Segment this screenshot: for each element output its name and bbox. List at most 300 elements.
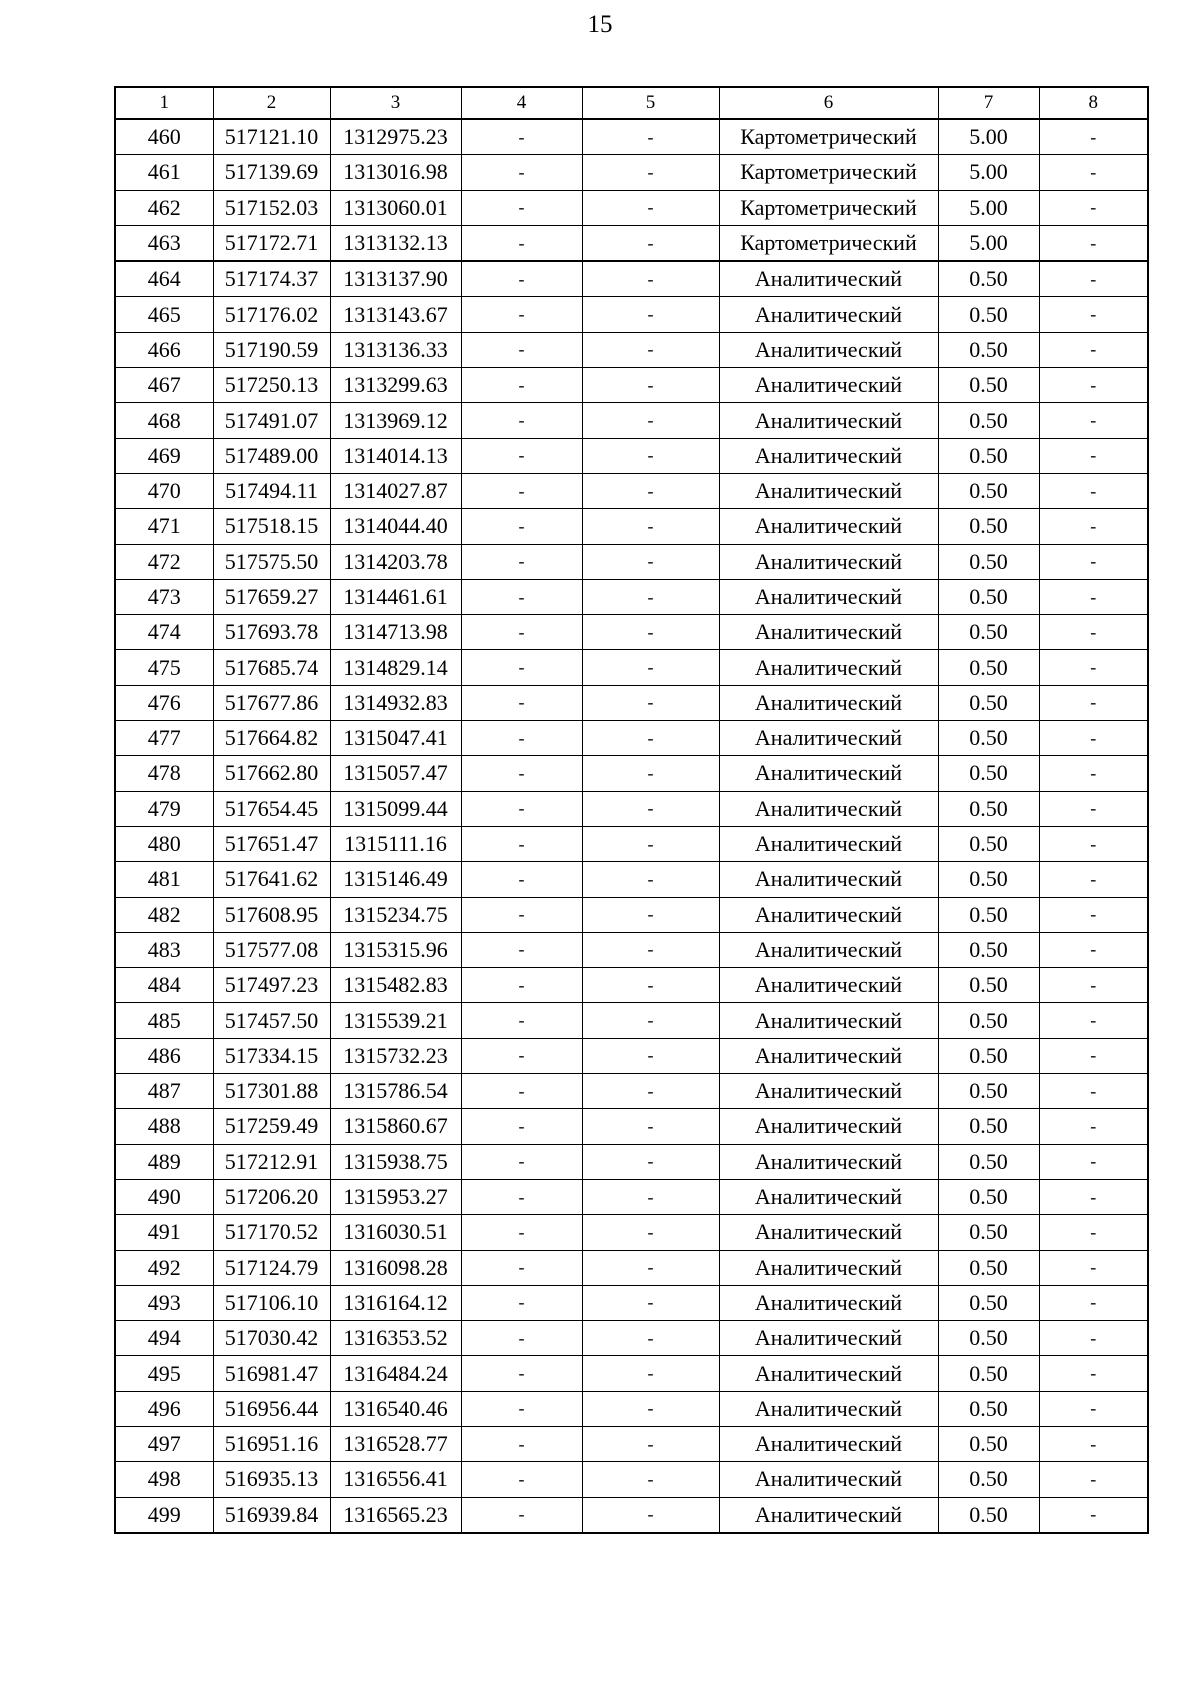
table-cell-col-1: 496	[115, 1391, 213, 1426]
table-cell-col-1: 464	[115, 261, 213, 297]
table-cell-col-3: 1313137.90	[330, 261, 461, 297]
table-cell-col-4: -	[461, 1356, 582, 1391]
table-cell-col-5: -	[582, 721, 719, 756]
table-cell-col-6: Аналитический	[719, 1144, 938, 1179]
table-cell-col-2: 517250.13	[213, 368, 330, 403]
table-cell-col-2: 517494.11	[213, 473, 330, 508]
table-cell-col-3: 1316556.41	[330, 1462, 461, 1497]
table-cell-col-4: -	[461, 1109, 582, 1144]
table-row	[115, 473, 1148, 508]
table-cell-col-4: -	[461, 403, 582, 438]
table-cell-col-6: Аналитический	[719, 1426, 938, 1461]
table-cell-col-3: 1314932.83	[330, 685, 461, 720]
table-cell-col-1: 468	[115, 403, 213, 438]
table-cell-col-5: -	[582, 1074, 719, 1109]
table-cell-col-8: -	[1039, 1321, 1148, 1356]
table-cell-col-5: -	[582, 1356, 719, 1391]
table-cell-col-2: 516935.13	[213, 1462, 330, 1497]
table-cell-col-6: Аналитический	[719, 1391, 938, 1426]
table-cell-col-7: 0.50	[938, 862, 1039, 897]
table-cell-col-7: 5.00	[938, 155, 1039, 190]
table-cell-col-2: 517659.27	[213, 579, 330, 614]
table-cell-col-7: 0.50	[938, 1356, 1039, 1391]
table-cell-col-5: -	[582, 650, 719, 685]
table-cell-col-7: 0.50	[938, 1074, 1039, 1109]
table-cell-col-6: Аналитический	[719, 261, 938, 297]
table-cell-col-8: -	[1039, 332, 1148, 367]
table-cell-col-5: -	[582, 1109, 719, 1144]
table-cell-col-3: 1316353.52	[330, 1321, 461, 1356]
table-cell-col-3: 1315786.54	[330, 1074, 461, 1109]
table-cell-col-7: 0.50	[938, 1391, 1039, 1426]
table-row	[115, 1074, 1148, 1109]
table-cell-col-8: -	[1039, 579, 1148, 614]
table-cell-col-4: -	[461, 791, 582, 826]
table-cell-col-2: 517176.02	[213, 297, 330, 332]
table-cell-col-4: -	[461, 615, 582, 650]
table-cell-col-5: -	[582, 473, 719, 508]
table-cell-col-7: 5.00	[938, 190, 1039, 225]
column-header-1: 1	[115, 87, 213, 119]
table-cell-col-7: 0.50	[938, 261, 1039, 297]
table-cell-col-8: -	[1039, 862, 1148, 897]
table-cell-col-3: 1314027.87	[330, 473, 461, 508]
table-cell-col-6: Аналитический	[719, 685, 938, 720]
table-cell-col-6: Аналитический	[719, 1321, 938, 1356]
table-cell-col-4: -	[461, 1038, 582, 1073]
table-cell-col-5: -	[582, 332, 719, 367]
table-cell-col-5: -	[582, 1038, 719, 1073]
table-cell-col-5: -	[582, 190, 719, 225]
table-cell-col-5: -	[582, 1250, 719, 1285]
table-cell-col-4: -	[461, 932, 582, 967]
table-cell-col-5: -	[582, 862, 719, 897]
table-cell-col-4: -	[461, 1179, 582, 1214]
table-cell-col-1: 480	[115, 826, 213, 861]
table-cell-col-8: -	[1039, 685, 1148, 720]
table-cell-col-3: 1316030.51	[330, 1215, 461, 1250]
table-cell-col-2: 517651.47	[213, 826, 330, 861]
table-cell-col-3: 1316540.46	[330, 1391, 461, 1426]
table-cell-col-4: -	[461, 1321, 582, 1356]
table-cell-col-3: 1315234.75	[330, 897, 461, 932]
table-cell-col-4: -	[461, 261, 582, 297]
table-cell-col-8: -	[1039, 615, 1148, 650]
table-cell-col-4: -	[461, 1426, 582, 1461]
table-cell-col-3: 1316164.12	[330, 1285, 461, 1320]
table-cell-col-3: 1313060.01	[330, 190, 461, 225]
table-cell-col-3: 1314014.13	[330, 438, 461, 473]
table-cell-col-5: -	[582, 579, 719, 614]
table-cell-col-3: 1312975.23	[330, 119, 461, 155]
table-cell-col-8: -	[1039, 791, 1148, 826]
table-cell-col-8: -	[1039, 368, 1148, 403]
table-cell-col-6: Аналитический	[719, 1179, 938, 1214]
table-cell-col-8: -	[1039, 1144, 1148, 1179]
table-cell-col-2: 517654.45	[213, 791, 330, 826]
table-cell-col-7: 0.50	[938, 932, 1039, 967]
table-row	[115, 190, 1148, 225]
table-row	[115, 1003, 1148, 1038]
table-cell-col-7: 0.50	[938, 1109, 1039, 1144]
table-cell-col-7: 0.50	[938, 685, 1039, 720]
table-row	[115, 721, 1148, 756]
table-cell-col-6: Аналитический	[719, 403, 938, 438]
table-cell-col-1: 497	[115, 1426, 213, 1461]
table-row	[115, 1250, 1148, 1285]
table-cell-col-7: 0.50	[938, 332, 1039, 367]
table-cell-col-1: 463	[115, 225, 213, 261]
table-cell-col-5: -	[582, 1215, 719, 1250]
table-cell-col-4: -	[461, 1391, 582, 1426]
table-cell-col-3: 1315315.96	[330, 932, 461, 967]
table-cell-col-7: 0.50	[938, 1179, 1039, 1214]
table-cell-col-8: -	[1039, 438, 1148, 473]
table-cell-col-8: -	[1039, 1285, 1148, 1320]
table-cell-col-2: 517677.86	[213, 685, 330, 720]
table-row	[115, 1497, 1148, 1533]
table-cell-col-5: -	[582, 119, 719, 155]
table-cell-col-2: 517575.50	[213, 544, 330, 579]
table-cell-col-5: -	[582, 1497, 719, 1533]
table-row	[115, 438, 1148, 473]
table-cell-col-2: 517212.91	[213, 1144, 330, 1179]
table-cell-col-4: -	[461, 297, 582, 332]
table-row	[115, 968, 1148, 1003]
table-row	[115, 932, 1148, 967]
table-cell-col-1: 490	[115, 1179, 213, 1214]
table-cell-col-3: 1315953.27	[330, 1179, 461, 1214]
table-cell-col-6: Аналитический	[719, 1356, 938, 1391]
table-cell-col-1: 475	[115, 650, 213, 685]
table-cell-col-5: -	[582, 615, 719, 650]
table-cell-col-7: 0.50	[938, 826, 1039, 861]
table-cell-col-8: -	[1039, 1462, 1148, 1497]
table-cell-col-4: -	[461, 1074, 582, 1109]
table-cell-col-4: -	[461, 897, 582, 932]
table-cell-col-8: -	[1039, 403, 1148, 438]
table-row	[115, 756, 1148, 791]
table-cell-col-6: Картометрический	[719, 190, 938, 225]
table-cell-col-8: -	[1039, 225, 1148, 261]
table-row	[115, 509, 1148, 544]
page-number: 15	[587, 11, 613, 38]
table-cell-col-3: 1313969.12	[330, 403, 461, 438]
table-cell-col-4: -	[461, 1144, 582, 1179]
table-cell-col-1: 484	[115, 968, 213, 1003]
table-cell-col-7: 0.50	[938, 579, 1039, 614]
table-cell-col-4: -	[461, 155, 582, 190]
table-cell-col-7: 5.00	[938, 225, 1039, 261]
table-cell-col-1: 461	[115, 155, 213, 190]
table-cell-col-1: 460	[115, 119, 213, 155]
table-cell-col-7: 0.50	[938, 438, 1039, 473]
table-cell-col-4: -	[461, 190, 582, 225]
table-cell-col-2: 517662.80	[213, 756, 330, 791]
table-cell-col-3: 1315539.21	[330, 1003, 461, 1038]
table-cell-col-8: -	[1039, 1497, 1148, 1533]
table-cell-col-8: -	[1039, 544, 1148, 579]
table-cell-col-2: 516981.47	[213, 1356, 330, 1391]
table-cell-col-8: -	[1039, 261, 1148, 297]
table-cell-col-5: -	[582, 544, 719, 579]
table-cell-col-2: 517259.49	[213, 1109, 330, 1144]
table-cell-col-3: 1314044.40	[330, 509, 461, 544]
table-cell-col-3: 1313136.33	[330, 332, 461, 367]
table-cell-col-1: 478	[115, 756, 213, 791]
table-cell-col-8: -	[1039, 1074, 1148, 1109]
coordinates-table	[114, 86, 1149, 1534]
table-row	[115, 225, 1148, 261]
table-cell-col-5: -	[582, 403, 719, 438]
table-cell-col-8: -	[1039, 721, 1148, 756]
table-cell-col-4: -	[461, 1285, 582, 1320]
table-row	[115, 1144, 1148, 1179]
table-row	[115, 791, 1148, 826]
table-cell-col-2: 517491.07	[213, 403, 330, 438]
table-row	[115, 650, 1148, 685]
table-cell-col-5: -	[582, 1462, 719, 1497]
table-cell-col-6: Аналитический	[719, 1285, 938, 1320]
table-cell-col-1: 469	[115, 438, 213, 473]
table-cell-col-2: 517170.52	[213, 1215, 330, 1250]
table-cell-col-8: -	[1039, 826, 1148, 861]
table-cell-col-5: -	[582, 1321, 719, 1356]
table-cell-col-1: 466	[115, 332, 213, 367]
table-cell-col-4: -	[461, 862, 582, 897]
table-cell-col-6: Аналитический	[719, 438, 938, 473]
table-row	[115, 615, 1148, 650]
table-cell-col-1: 487	[115, 1074, 213, 1109]
table-cell-col-5: -	[582, 791, 719, 826]
table-cell-col-5: -	[582, 968, 719, 1003]
table-row	[115, 579, 1148, 614]
table-cell-col-2: 517190.59	[213, 332, 330, 367]
table-cell-col-1: 476	[115, 685, 213, 720]
table-row	[115, 1215, 1148, 1250]
table-cell-col-4: -	[461, 650, 582, 685]
table-cell-col-4: -	[461, 332, 582, 367]
table-cell-col-6: Аналитический	[719, 1074, 938, 1109]
table-row	[115, 332, 1148, 367]
table-cell-col-5: -	[582, 155, 719, 190]
table-row	[115, 155, 1148, 190]
table-cell-col-6: Картометрический	[719, 225, 938, 261]
table-row	[115, 1179, 1148, 1214]
table-cell-col-7: 0.50	[938, 473, 1039, 508]
table-cell-col-6: Аналитический	[719, 932, 938, 967]
table-cell-col-4: -	[461, 1250, 582, 1285]
table-cell-col-4: -	[461, 509, 582, 544]
table-cell-col-4: -	[461, 1462, 582, 1497]
table-cell-col-7: 5.00	[938, 119, 1039, 155]
table-cell-col-1: 499	[115, 1497, 213, 1533]
table-cell-col-3: 1315099.44	[330, 791, 461, 826]
table-cell-col-8: -	[1039, 1391, 1148, 1426]
table-cell-col-1: 489	[115, 1144, 213, 1179]
table-cell-col-7: 0.50	[938, 756, 1039, 791]
table-cell-col-7: 0.50	[938, 615, 1039, 650]
table-cell-col-1: 479	[115, 791, 213, 826]
table-cell-col-3: 1315482.83	[330, 968, 461, 1003]
table-cell-col-1: 481	[115, 862, 213, 897]
table-cell-col-7: 0.50	[938, 509, 1039, 544]
table-cell-col-3: 1315732.23	[330, 1038, 461, 1073]
table-row	[115, 544, 1148, 579]
table-cell-col-2: 517172.71	[213, 225, 330, 261]
table-row	[115, 897, 1148, 932]
table-cell-col-3: 1315938.75	[330, 1144, 461, 1179]
table-cell-col-2: 516956.44	[213, 1391, 330, 1426]
table-cell-col-6: Аналитический	[719, 297, 938, 332]
table-row	[115, 1285, 1148, 1320]
table-cell-col-7: 0.50	[938, 650, 1039, 685]
table-cell-col-7: 0.50	[938, 721, 1039, 756]
table-cell-col-4: -	[461, 438, 582, 473]
table-cell-col-8: -	[1039, 932, 1148, 967]
table-cell-col-4: -	[461, 826, 582, 861]
table-cell-col-1: 492	[115, 1250, 213, 1285]
table-cell-col-2: 517457.50	[213, 1003, 330, 1038]
table-cell-col-8: -	[1039, 1356, 1148, 1391]
table-cell-col-8: -	[1039, 1426, 1148, 1461]
table-cell-col-4: -	[461, 1003, 582, 1038]
table-cell-col-6: Аналитический	[719, 650, 938, 685]
table-cell-col-3: 1315047.41	[330, 721, 461, 756]
table-cell-col-2: 516939.84	[213, 1497, 330, 1533]
table-cell-col-6: Аналитический	[719, 791, 938, 826]
table-cell-col-1: 486	[115, 1038, 213, 1073]
table-cell-col-6: Аналитический	[719, 332, 938, 367]
table-cell-col-5: -	[582, 756, 719, 791]
table-cell-col-7: 0.50	[938, 1144, 1039, 1179]
table-cell-col-1: 483	[115, 932, 213, 967]
table-body	[115, 119, 1148, 1533]
table-cell-col-6: Картометрический	[719, 155, 938, 190]
table-cell-col-6: Аналитический	[719, 1038, 938, 1073]
table-cell-col-1: 498	[115, 1462, 213, 1497]
table-cell-col-3: 1315146.49	[330, 862, 461, 897]
table-cell-col-5: -	[582, 685, 719, 720]
table-cell-col-5: -	[582, 1144, 719, 1179]
table-cell-col-7: 0.50	[938, 1497, 1039, 1533]
table-row	[115, 403, 1148, 438]
table-cell-col-5: -	[582, 297, 719, 332]
table-cell-col-2: 517664.82	[213, 721, 330, 756]
table-cell-col-2: 517518.15	[213, 509, 330, 544]
table-cell-col-5: -	[582, 261, 719, 297]
table-cell-col-8: -	[1039, 650, 1148, 685]
table-cell-col-5: -	[582, 826, 719, 861]
table-row	[115, 1321, 1148, 1356]
table-cell-col-3: 1315111.16	[330, 826, 461, 861]
table-cell-col-6: Аналитический	[719, 862, 938, 897]
table-cell-col-1: 472	[115, 544, 213, 579]
table-cell-col-6: Аналитический	[719, 897, 938, 932]
table-cell-col-4: -	[461, 579, 582, 614]
table-cell-col-2: 517497.23	[213, 968, 330, 1003]
table-cell-col-3: 1314203.78	[330, 544, 461, 579]
table-cell-col-4: -	[461, 968, 582, 1003]
table-cell-col-5: -	[582, 509, 719, 544]
table-cell-col-4: -	[461, 756, 582, 791]
table-cell-col-6: Аналитический	[719, 509, 938, 544]
table-cell-col-2: 517577.08	[213, 932, 330, 967]
table-row	[115, 297, 1148, 332]
table-cell-col-6: Аналитический	[719, 473, 938, 508]
table-cell-col-2: 517489.00	[213, 438, 330, 473]
table-cell-col-5: -	[582, 438, 719, 473]
table-row	[115, 1462, 1148, 1497]
table-cell-col-2: 517139.69	[213, 155, 330, 190]
table-cell-col-2: 517641.62	[213, 862, 330, 897]
table-row	[115, 1426, 1148, 1461]
table-cell-col-3: 1313132.13	[330, 225, 461, 261]
table-cell-col-6: Аналитический	[719, 1462, 938, 1497]
table-cell-col-5: -	[582, 1003, 719, 1038]
table-cell-col-6: Аналитический	[719, 1109, 938, 1144]
table-cell-col-7: 0.50	[938, 544, 1039, 579]
table-row	[115, 261, 1148, 297]
table-cell-col-1: 467	[115, 368, 213, 403]
table-cell-col-1: 465	[115, 297, 213, 332]
column-header-6: 6	[719, 87, 938, 119]
table-cell-col-7: 0.50	[938, 1462, 1039, 1497]
table-cell-col-3: 1314713.98	[330, 615, 461, 650]
table-cell-col-7: 0.50	[938, 403, 1039, 438]
table-cell-col-6: Картометрический	[719, 119, 938, 155]
table-cell-col-6: Аналитический	[719, 756, 938, 791]
table-cell-col-3: 1316528.77	[330, 1426, 461, 1461]
table-row	[115, 1391, 1148, 1426]
table-cell-col-5: -	[582, 1426, 719, 1461]
table-cell-col-2: 517121.10	[213, 119, 330, 155]
table-cell-col-1: 470	[115, 473, 213, 508]
table-cell-col-3: 1315057.47	[330, 756, 461, 791]
table-cell-col-5: -	[582, 897, 719, 932]
table-cell-col-6: Аналитический	[719, 1003, 938, 1038]
table-cell-col-6: Аналитический	[719, 968, 938, 1003]
table-cell-col-7: 0.50	[938, 897, 1039, 932]
table-row	[115, 862, 1148, 897]
header-row	[115, 87, 1148, 119]
table-cell-col-5: -	[582, 1391, 719, 1426]
table-row	[115, 1038, 1148, 1073]
table-row	[115, 826, 1148, 861]
table-cell-col-1: 493	[115, 1285, 213, 1320]
table-cell-col-8: -	[1039, 1215, 1148, 1250]
table-row	[115, 368, 1148, 403]
table-cell-col-6: Аналитический	[719, 1215, 938, 1250]
table-cell-col-1: 494	[115, 1321, 213, 1356]
table-cell-col-8: -	[1039, 1038, 1148, 1073]
table-cell-col-8: -	[1039, 190, 1148, 225]
table-cell-col-7: 0.50	[938, 297, 1039, 332]
table-cell-col-8: -	[1039, 509, 1148, 544]
table-cell-col-2: 517124.79	[213, 1250, 330, 1285]
table-cell-col-6: Аналитический	[719, 1497, 938, 1533]
table-cell-col-2: 517301.88	[213, 1074, 330, 1109]
table-cell-col-1: 462	[115, 190, 213, 225]
column-header-8: 8	[1039, 87, 1148, 119]
table-cell-col-4: -	[461, 225, 582, 261]
table-cell-col-7: 0.50	[938, 791, 1039, 826]
table-cell-col-1: 485	[115, 1003, 213, 1038]
table-cell-col-6: Аналитический	[719, 826, 938, 861]
table-cell-col-1: 495	[115, 1356, 213, 1391]
column-header-2: 2	[213, 87, 330, 119]
table-cell-col-2: 517334.15	[213, 1038, 330, 1073]
